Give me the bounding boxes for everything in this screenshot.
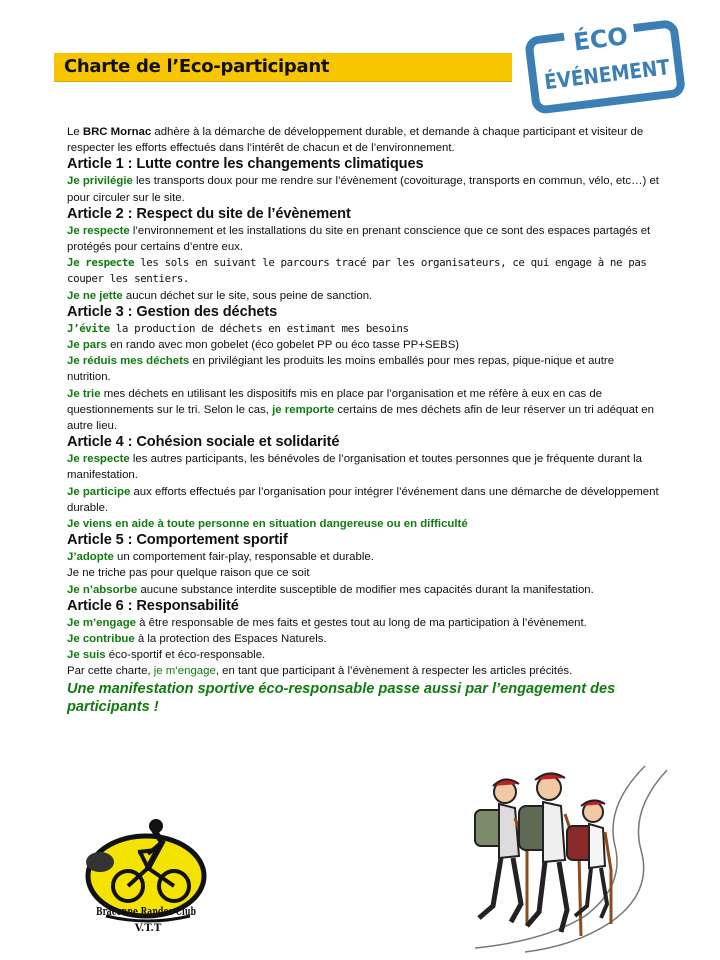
article-2-p3: Je ne jette aucun déchet sur le site, sous peine de sanction. bbox=[67, 289, 373, 302]
article-4-title: Article 4 : Cohésion sociale et solidarité bbox=[67, 434, 340, 451]
article-5-p1: J’adopte un comportement fair-play, responsable et durable. bbox=[67, 551, 374, 564]
article-2-p1: Je respecte l’environnement et les installations du site en prenant conscience que ce sont des espaces partagés et protégés pour certains d’entre eux. bbox=[67, 224, 651, 254]
eco-logo-line2: ÉVÉNEMENT bbox=[543, 52, 689, 95]
article-5-p3: Je n’absorbe aucune substance interdite susceptible de modifier mes capacités durant la manifestation. bbox=[67, 583, 594, 596]
article-3-title: Article 3 : Gestion des déchets bbox=[67, 303, 278, 320]
braconne-randos-club-logo bbox=[78, 812, 218, 937]
article-6-p1: Je m’engage à être responsable de mes faits et gestes tout au long de ma participation à l’évènement. bbox=[67, 616, 587, 629]
eco-logo-line1: ÉCO bbox=[571, 21, 630, 57]
article-2-p2: Je respecte les sols en suivant le parcours tracé par les organisateurs, ce qui engage à ne pas couper les sentiers. bbox=[67, 256, 647, 286]
article-5-title: Article 5 : Comportement sportif bbox=[67, 532, 288, 549]
article-6-p4: Par cette charte, je m’engage, en tant que participant à l’évènement à respecter les articles précités. bbox=[67, 665, 573, 678]
article-3-p4: Je trie mes déchets en utilisant les dispositifs mis en place par l’organisation et me réfère à eux en cas de questionnements sur le tri. Selon le cas, je remporte certains de mes déchets afin de leur réserver un tri adéquat en autre lieu. bbox=[67, 387, 654, 433]
club-logo-sub: V.T.T bbox=[134, 923, 162, 934]
club-name: BRC Mornac bbox=[82, 126, 152, 138]
article-2-title: Article 2 : Respect du site de l’évènement bbox=[67, 205, 351, 222]
club-logo-name: Braconne Randos Club bbox=[96, 905, 197, 918]
article-4-p3: Je viens en aide à toute personne en situation dangereuse ou en difficulté bbox=[67, 518, 468, 531]
charter-body bbox=[67, 124, 659, 717]
closing-statement: Une manifestation sportive éco-responsable passe aussi par l’engagement des participants ! bbox=[67, 680, 616, 716]
article-1-title: Article 1 : Lutte contre les changements climatiques bbox=[67, 156, 424, 173]
article-6-p2: Je contribue à la protection des Espaces Naturels. bbox=[67, 633, 327, 646]
eco-evenement-logo bbox=[524, 20, 689, 112]
article-6-p3: Je suis éco-sportif et éco-responsable. bbox=[67, 649, 266, 662]
article-6-title: Article 6 : Responsabilité bbox=[67, 597, 239, 614]
article-3-p1: J’évite la production de déchets en estimant mes besoins bbox=[67, 321, 409, 335]
article-5-p2: Je ne triche pas pour quelque raison que ce soit bbox=[67, 567, 310, 580]
title-banner bbox=[54, 53, 512, 82]
hikers-illustration bbox=[415, 766, 685, 952]
article-4-p2: Je participe aux efforts effectués par l’organisation pour intégrer l’événement dans une démarche de développement durable. bbox=[67, 485, 659, 514]
article-4-p1: Je respecte les autres participants, les bénévoles de l’organisation et toutes personnes que je fréquente durant la manifestation. bbox=[67, 453, 642, 482]
page-title: Charte de l’Eco-participant bbox=[64, 56, 330, 77]
intro-paragraph: Le BRC Mornac adhère à la démarche de développement durable, et demande à chaque participant et visiteur de respecter les efforts effectués dans l’intérêt de chacun et de l’environnement. bbox=[67, 126, 644, 155]
article-3-p3: Je réduis mes déchets en privilégiant les produits les moins emballés pour mes repas, pique-nique et autre nutrition. bbox=[67, 355, 615, 384]
article-3-p2: Je pars en rando avec mon gobelet (éco gobelet PP ou éco tasse PP+SEBS) bbox=[67, 339, 460, 352]
article-1-p1: Je privilégie les transports doux pour me rendre sur l’évènement (covoiturage, transports en commun, vélo, etc…) et pour circuler sur le site. bbox=[67, 175, 659, 204]
